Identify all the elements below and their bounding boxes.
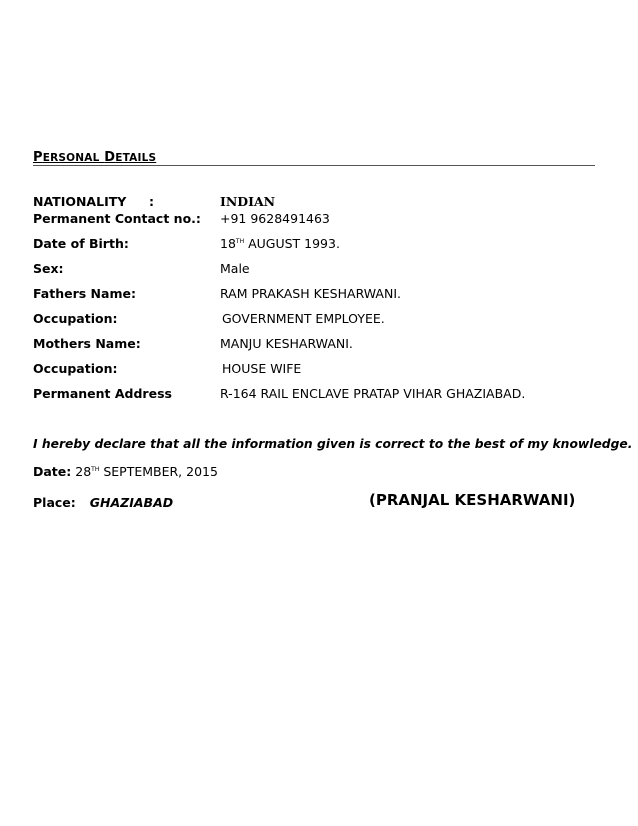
date-day: 28: [75, 464, 92, 479]
section-title-personal-details: [33, 150, 156, 165]
dob-value: [220, 235, 340, 253]
mother-occupation-label: Occupation:: [33, 361, 118, 376]
contact-label: Permanent Contact no.:: [33, 211, 201, 226]
place-label: Place:: [33, 495, 76, 510]
mother-occupation-value: HOUSE WIFE: [222, 361, 302, 376]
row-father: [33, 285, 593, 303]
row-address: [33, 385, 593, 403]
father-label: Fathers Name:: [33, 286, 136, 301]
section-title-ersonal: ERSONAL: [42, 152, 100, 164]
date-line: [33, 464, 218, 479]
place-value: GHAZIABAD: [89, 495, 174, 510]
dob-rest: AUGUST 1993.: [244, 236, 340, 251]
row-contact: [33, 210, 593, 228]
section-title-p: P: [33, 150, 43, 165]
nationality-colon: :: [149, 194, 154, 209]
date-suffix: TH: [91, 466, 100, 473]
row-nationality: [33, 193, 593, 211]
date-rest: SEPTEMBER, 2015: [99, 464, 218, 479]
mother-label: Mothers Name:: [33, 336, 141, 351]
dob-label: Date of Birth:: [33, 236, 129, 251]
father-value: RAM PRAKASH KESHARWANI.: [220, 286, 401, 301]
mother-value: MANJU KESHARWANI.: [220, 336, 353, 351]
nationality-label: NATIONALITY: [33, 194, 127, 209]
row-mother-occupation: [33, 360, 593, 378]
sex-value: Male: [220, 261, 250, 276]
section-divider: [33, 165, 595, 166]
row-father-occupation: [33, 310, 593, 328]
address-label: Permanent Address: [33, 386, 172, 401]
dob-day: 18: [220, 236, 236, 251]
date-label: Date:: [33, 464, 72, 479]
address-value: R-164 RAIL ENCLAVE PRATAP VIHAR GHAZIABAD.: [220, 386, 526, 401]
signature-name: (PRANJAL KESHARWANI): [369, 491, 576, 509]
row-mother: [33, 335, 593, 353]
place-line: [33, 495, 173, 510]
section-title-etails: ETAILS: [115, 152, 157, 164]
father-occupation-value: GOVERNMENT EMPLOYEE.: [222, 311, 385, 326]
nationality-value: INDIAN: [220, 194, 276, 209]
sex-label: Sex:: [33, 261, 64, 276]
declaration-text: I hereby declare that all the information given is correct to the best of my knowledge.: [33, 437, 633, 451]
dob-suffix: TH: [235, 238, 245, 245]
father-occupation-label: Occupation:: [33, 311, 118, 326]
row-sex: [33, 260, 593, 278]
row-dob: [33, 235, 593, 253]
contact-value: +91 9628491463: [220, 211, 330, 226]
section-title-d: D: [104, 150, 116, 165]
